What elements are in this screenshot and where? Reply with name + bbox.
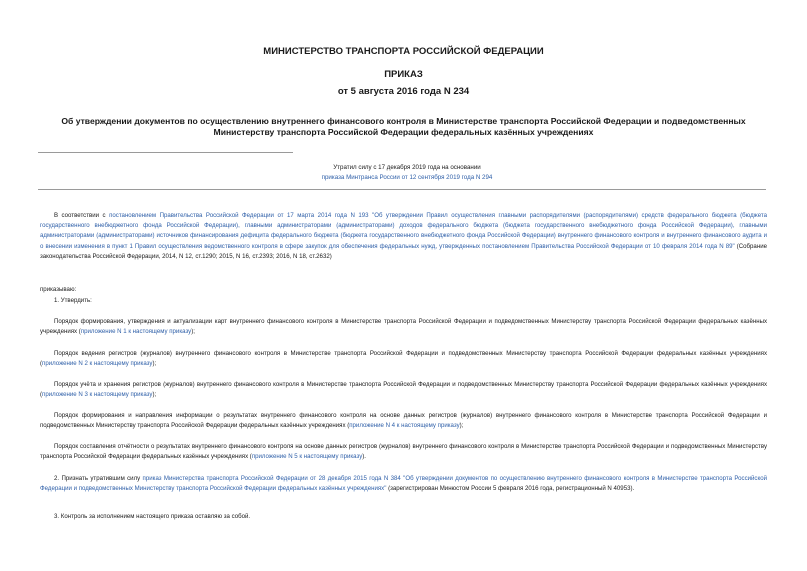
document-type: ПРИКАЗ [384, 69, 423, 80]
appendix-link[interactable]: приложение N 3 к настоящему приказу [42, 391, 153, 399]
approval-item [40, 411, 767, 431]
approval-text: Порядок учёта и хранения регистров (журналов) внутреннего финансового контроля в Министерстве транспорта Российской Федерации и подведомственных Министерству транспорта Российской Федерации федеральных казённых учреждениях ( [40, 381, 767, 399]
item-2-text: 2. Признать утратившим силу [54, 475, 143, 482]
item-2-tail: (зарегистрирован Минюстом России 5 февраля 2016 года, регистрационный N 40953). [386, 485, 635, 493]
approval-item [40, 349, 767, 369]
approval-text: Порядок формирования, утверждения и актуализации карт внутреннего финансового контроля в Министерстве транспорта Российской Федерации и подведомственных Министерству транспорта Российской Федерации федеральных казённых учреждениях ( [40, 318, 767, 336]
preamble-paragraph [40, 211, 767, 262]
approval-text: Порядок ведения регистров (журналов) внутреннего финансового контроля в Министерстве транспорта Российской Федерации и подведомственных Министерству транспорта Российской Федерации федеральных казённых учреждениях ( [40, 350, 767, 368]
document-date-number: от 5 августа 2016 года N 234 [337, 86, 470, 97]
status-link[interactable]: приказа Минтранса России от 12 сентября 2019 года N 294 [321, 174, 493, 181]
approval-item [40, 380, 767, 400]
approval-tail: ); [191, 328, 195, 336]
repealed-order-link[interactable]: приказ Министерства транспорта Российской Федерации от 28 декабря 2015 года N 384 "Об утверждении документов по осуществлению внутреннего финансового контроля в Министерстве транспорта Российской Федерации и подведомственных Министерству транспорта Российской Федерации федеральных казённых учреждениях" [40, 475, 768, 493]
appendix-link[interactable]: приложение N 4 к настоящему приказу [349, 422, 460, 430]
approval-tail: ); [152, 391, 157, 399]
approval-item [40, 442, 767, 462]
preamble-link[interactable]: постановлением Правительства Российской Федерации от 17 марта 2014 года N 193 "Об утверждении Правил осуществления главными распорядителями (распорядителями) средств федерального бюджета (бюджета государственного внебюджетного фонда Российской Федерации), главными администраторами (администраторами) доходов федерального бюджета (бюджета государственного внебюджетного фонда Российской Федерации), главными администраторами (администраторами) источников финансирования дефицита федерального бюджета (бюджета государственного внебюджетного фонда Российской Федерации) внутреннего финансового контроля и внутреннего финансового аудита и о внесении изменения в пункт 1 Правил осуществления ведомственного контроля в сфере закупок для обеспечения федеральных нужд, утвержденных постановлением Правительства Российской Федерации от 10 февраля 2014 года N 89" [40, 212, 768, 250]
approval-tail: ); [459, 422, 464, 430]
document-title: Об утверждении документов по осуществлению внутреннего финансового контроля в Министерстве транспорта Российской Федерации и подведомственных Министерству транспорта Российской Федерации федеральных казённых учреждениях [61, 116, 746, 137]
item-2 [40, 474, 767, 494]
approval-text: Порядок составления отчётности о результатах внутреннего финансового контроля на основе данных регистров (журналов) внутреннего финансового контроля в Министерстве транспорта Российской Федерации и подведомственных Министерству транспорта Российской Федерации федеральных казённых учреждениях ( [40, 443, 767, 461]
divider-full [38, 189, 766, 190]
approval-tail: ). [362, 453, 366, 461]
preamble-text: В соответствии с [54, 212, 110, 219]
ministry-heading: МИНИСТЕРСТВО ТРАНСПОРТА РОССИЙСКОЙ ФЕДЕРАЦИИ [263, 46, 544, 57]
status-note [280, 163, 534, 183]
preamble-tail: (Собрание законодательства Российской Федерации, 2014, N 12, ст.1290; 2015, N 16, ст.2393; 2016, N 18, ст.2632) [40, 242, 767, 260]
divider-short [38, 152, 293, 153]
approval-text: Порядок формирования и направления информации о результатах внутреннего финансового контроля на основе данных регистров (журналов) внутреннего финансового контроля в Министерстве транспорта Российской Федерации и подведомственных Министерству транспорта Российской Федерации федеральных казённых учреждениях ( [40, 412, 767, 430]
approval-tail: ); [152, 360, 157, 368]
item-1: 1. Утвердить: [54, 297, 92, 304]
approval-item [40, 317, 767, 337]
appendix-link[interactable]: приложение N 1 к настоящему приказу [80, 328, 192, 336]
order-word: приказываю: [40, 286, 77, 293]
item-3: 3. Контроль за исполнением настоящего приказа оставляю за собой. [54, 513, 251, 520]
status-text: Утратил силу с 17 декабря 2019 года на основании [333, 164, 481, 171]
appendix-link[interactable]: приложение N 5 к настоящему приказу [251, 453, 363, 461]
appendix-link[interactable]: приложение N 2 к настоящему приказу [42, 360, 153, 368]
